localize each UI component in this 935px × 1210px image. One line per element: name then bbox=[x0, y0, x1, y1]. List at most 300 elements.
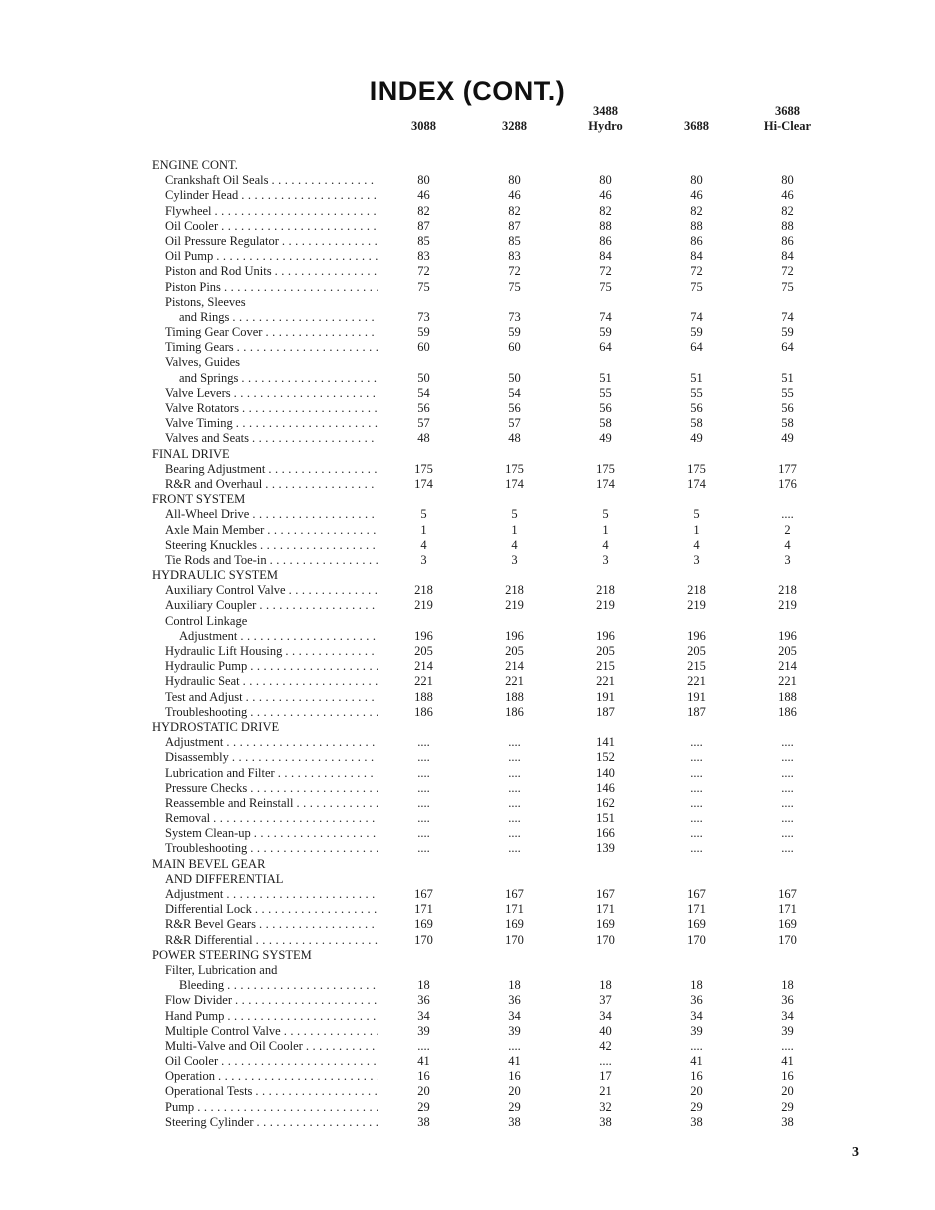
page-ref: 34 bbox=[781, 1008, 794, 1023]
page-ref: .... bbox=[781, 826, 794, 841]
row-label: Hydraulic Seat bbox=[165, 674, 240, 689]
index-row bbox=[152, 1054, 835, 1069]
page-ref: 84 bbox=[599, 249, 612, 264]
section-heading bbox=[152, 447, 835, 462]
row-labelwrap bbox=[152, 416, 378, 431]
page-ref: 3 bbox=[420, 552, 427, 567]
page-ref: 56 bbox=[417, 401, 430, 415]
page-ref: 188 bbox=[505, 689, 524, 704]
dot-leader bbox=[265, 477, 378, 492]
row-labelwrap bbox=[152, 219, 378, 234]
row-label: Filter, Lubrication and bbox=[165, 962, 278, 977]
page-ref: 46 bbox=[508, 188, 521, 203]
row-label: Test and Adjust bbox=[165, 689, 243, 704]
row-labelwrap bbox=[152, 173, 378, 188]
page-ref: 87 bbox=[508, 218, 521, 233]
row-label: Hand Pump bbox=[165, 1008, 225, 1023]
page-ref: .... bbox=[781, 841, 794, 856]
page-ref: 196 bbox=[414, 628, 433, 643]
page-ref: 39 bbox=[690, 1023, 703, 1038]
page-ref: 51 bbox=[781, 370, 794, 385]
dot-leader bbox=[242, 401, 378, 416]
index-row bbox=[152, 735, 835, 750]
row-label: System Clean-up bbox=[165, 826, 251, 841]
dot-leader bbox=[216, 249, 378, 264]
page-ref: 174 bbox=[687, 476, 706, 491]
row-labelwrap bbox=[152, 447, 835, 462]
row-labelwrap bbox=[152, 538, 378, 553]
row-label: Pump bbox=[165, 1099, 195, 1114]
dot-leader bbox=[226, 735, 378, 750]
column-header-top bbox=[469, 104, 560, 119]
index-row bbox=[152, 416, 835, 431]
dot-leader bbox=[234, 386, 378, 401]
dot-leader bbox=[271, 173, 378, 188]
page-ref: 176 bbox=[778, 476, 797, 491]
dot-leader bbox=[226, 887, 378, 902]
page-ref: 82 bbox=[690, 203, 703, 218]
row-labelwrap bbox=[152, 507, 378, 522]
column-header bbox=[469, 104, 560, 134]
page-ref: 46 bbox=[417, 188, 430, 203]
page-ref: 88 bbox=[781, 218, 794, 233]
page-ref: 162 bbox=[596, 795, 615, 810]
page-ref: 196 bbox=[505, 628, 524, 643]
page-ref: 170 bbox=[687, 932, 706, 947]
row-labelwrap bbox=[152, 796, 378, 811]
row-label: Multi-Valve and Oil Cooler bbox=[165, 1038, 303, 1053]
page-ref: 186 bbox=[505, 704, 524, 719]
page-ref: 75 bbox=[417, 279, 430, 294]
page-ref: 219 bbox=[687, 598, 706, 613]
row-labelwrap bbox=[152, 1069, 378, 1084]
page-ref: 174 bbox=[596, 476, 615, 491]
row-labelwrap bbox=[152, 355, 835, 370]
row-label: MAIN BEVEL GEAR bbox=[152, 856, 266, 871]
index-row bbox=[152, 887, 835, 902]
row-labelwrap bbox=[152, 204, 378, 219]
page-ref: 39 bbox=[417, 1023, 430, 1038]
page-ref: 16 bbox=[508, 1069, 521, 1084]
page-ref: 60 bbox=[417, 340, 430, 355]
page-ref: 54 bbox=[417, 385, 430, 400]
page-ref: 20 bbox=[508, 1084, 521, 1099]
page-ref: 34 bbox=[417, 1008, 430, 1023]
page-ref: 83 bbox=[508, 249, 521, 264]
row-labelwrap bbox=[152, 629, 378, 644]
page-ref: .... bbox=[508, 795, 521, 810]
page-ref: 218 bbox=[596, 583, 615, 598]
page-ref: 2 bbox=[784, 522, 791, 537]
page-ref: .... bbox=[508, 826, 521, 841]
row-label: Removal bbox=[165, 811, 211, 826]
page-ref: 36 bbox=[781, 993, 794, 1008]
dot-leader bbox=[284, 1024, 378, 1039]
row-labelwrap bbox=[152, 933, 378, 948]
page-ref: 151 bbox=[596, 811, 615, 826]
row-label: Oil Pump bbox=[165, 249, 214, 264]
page-ref: 174 bbox=[505, 476, 524, 491]
page-ref: 56 bbox=[781, 401, 794, 415]
dot-leader bbox=[227, 978, 378, 993]
row-labelwrap bbox=[152, 264, 378, 279]
page-ref: 4 bbox=[784, 537, 791, 552]
dot-leader bbox=[232, 750, 378, 765]
row-label: Auxiliary Control Valve bbox=[165, 583, 286, 598]
page-ref: 57 bbox=[508, 416, 521, 431]
page-ref: 80 bbox=[690, 173, 703, 188]
page-ref: 221 bbox=[596, 674, 615, 689]
page-ref: 74 bbox=[599, 309, 612, 324]
index-row bbox=[152, 811, 835, 826]
index-row bbox=[152, 796, 835, 811]
dot-leader bbox=[267, 523, 378, 538]
row-label: Piston Pins bbox=[165, 279, 221, 294]
page-ref: 36 bbox=[417, 993, 430, 1008]
dot-leader bbox=[197, 1100, 378, 1115]
row-label: Troubleshooting bbox=[165, 704, 248, 719]
page-ref: 80 bbox=[508, 173, 521, 188]
index-row bbox=[152, 993, 835, 1008]
index-row bbox=[152, 538, 835, 553]
page-ref: .... bbox=[690, 826, 703, 841]
page-ref: 51 bbox=[599, 370, 612, 385]
index-row bbox=[152, 553, 835, 568]
page-ref: .... bbox=[417, 841, 430, 856]
table-rows bbox=[152, 158, 835, 1130]
row-labelwrap bbox=[152, 614, 835, 629]
page-ref: 56 bbox=[690, 401, 703, 415]
page-ref: 80 bbox=[781, 173, 794, 188]
section-heading bbox=[152, 720, 835, 735]
page-ref: 84 bbox=[781, 249, 794, 264]
index-row bbox=[152, 507, 835, 522]
dot-leader bbox=[246, 690, 378, 705]
column-header bbox=[560, 104, 651, 134]
page-ref: 49 bbox=[781, 431, 794, 446]
page-ref: 58 bbox=[690, 416, 703, 431]
row-labelwrap bbox=[152, 401, 378, 416]
page-ref: 4 bbox=[420, 537, 427, 552]
page-ref: 167 bbox=[505, 887, 524, 901]
page-ref: 171 bbox=[596, 902, 615, 917]
page-ref: 72 bbox=[599, 264, 612, 279]
dot-leader bbox=[241, 371, 378, 386]
row-label: Valve Rotators bbox=[165, 401, 239, 415]
section-heading bbox=[152, 355, 835, 370]
row-label: Tie Rods and Toe-in bbox=[165, 552, 267, 567]
page-ref: 139 bbox=[596, 841, 615, 856]
header-label-spacer bbox=[152, 104, 378, 134]
page-ref: 82 bbox=[508, 203, 521, 218]
row-label: Operational Tests bbox=[165, 1084, 253, 1099]
page-ref: 1 bbox=[511, 522, 518, 537]
row-labelwrap bbox=[152, 841, 378, 856]
dot-leader bbox=[254, 826, 378, 841]
index-row bbox=[152, 750, 835, 765]
row-labelwrap bbox=[152, 644, 378, 659]
page-ref: 58 bbox=[781, 416, 794, 431]
page-ref: 73 bbox=[508, 309, 521, 324]
dot-leader bbox=[270, 553, 378, 568]
row-label: Bearing Adjustment bbox=[165, 461, 266, 476]
index-row bbox=[152, 781, 835, 796]
row-label: Oil Pressure Regulator bbox=[165, 233, 279, 248]
row-label: R&R Differential bbox=[165, 932, 253, 947]
page-ref: 85 bbox=[417, 233, 430, 248]
index-row bbox=[152, 644, 835, 659]
dot-leader bbox=[221, 219, 378, 234]
row-labelwrap bbox=[152, 568, 835, 583]
index-row bbox=[152, 310, 835, 325]
page-ref: 169 bbox=[778, 917, 797, 932]
page-ref: 85 bbox=[508, 233, 521, 248]
row-label: Valves, Guides bbox=[165, 355, 240, 370]
index-row bbox=[152, 978, 835, 993]
row-labelwrap bbox=[152, 188, 378, 203]
row-label: R&R and Overhaul bbox=[165, 476, 263, 491]
page-ref: 59 bbox=[508, 325, 521, 340]
row-label: FINAL DRIVE bbox=[152, 446, 230, 461]
page-ref: 205 bbox=[596, 644, 615, 658]
page-ref: 5 bbox=[420, 507, 427, 522]
page-ref: 49 bbox=[690, 431, 703, 446]
index-row bbox=[152, 659, 835, 674]
row-labelwrap bbox=[152, 811, 378, 826]
page-ref: 3 bbox=[693, 552, 700, 567]
row-label: Pistons, Sleeves bbox=[165, 294, 246, 309]
dot-leader bbox=[282, 234, 378, 249]
row-label: Steering Cylinder bbox=[165, 1114, 254, 1129]
row-label: and Springs bbox=[179, 370, 239, 385]
page-ref: 18 bbox=[690, 978, 703, 993]
page-ref: 18 bbox=[599, 978, 612, 993]
column-header-bottom: 3688 bbox=[684, 119, 709, 133]
row-labelwrap bbox=[152, 902, 378, 917]
page-ref: 191 bbox=[687, 689, 706, 704]
row-labelwrap bbox=[152, 325, 378, 340]
index-row bbox=[152, 477, 835, 492]
page-ref: .... bbox=[417, 826, 430, 841]
page-ref: 21 bbox=[599, 1084, 612, 1099]
column-header bbox=[378, 104, 469, 134]
page-ref: 72 bbox=[417, 264, 430, 279]
dot-leader bbox=[296, 796, 378, 811]
row-labelwrap bbox=[152, 462, 378, 477]
page-ref: 186 bbox=[778, 704, 797, 719]
page-ref: 219 bbox=[778, 598, 797, 613]
page-ref: 80 bbox=[417, 173, 430, 188]
row-labelwrap bbox=[152, 705, 378, 720]
row-label: Disassembly bbox=[165, 750, 229, 765]
page-ref: .... bbox=[508, 780, 521, 795]
page-ref: 83 bbox=[417, 249, 430, 264]
page-ref: 169 bbox=[596, 917, 615, 932]
row-labelwrap bbox=[152, 857, 835, 872]
row-label: Hydraulic Pump bbox=[165, 659, 248, 674]
page-ref: 36 bbox=[508, 993, 521, 1008]
dot-leader bbox=[218, 1069, 378, 1084]
dot-leader bbox=[227, 1009, 378, 1024]
page-ref: 50 bbox=[508, 370, 521, 385]
page-ref: 32 bbox=[599, 1099, 612, 1114]
page-ref: .... bbox=[781, 811, 794, 826]
page-ref: 187 bbox=[687, 704, 706, 719]
page-ref: .... bbox=[690, 750, 703, 765]
row-labelwrap bbox=[152, 963, 835, 978]
index-row bbox=[152, 826, 835, 841]
row-labelwrap bbox=[152, 1084, 378, 1099]
page-ref: 51 bbox=[690, 370, 703, 385]
page-ref: 82 bbox=[599, 203, 612, 218]
page-ref: 58 bbox=[599, 416, 612, 431]
page-ref: 214 bbox=[414, 659, 433, 674]
page-ref: 175 bbox=[596, 461, 615, 476]
page-ref: 170 bbox=[778, 932, 797, 947]
page-ref: 18 bbox=[508, 978, 521, 993]
section-heading bbox=[152, 857, 835, 872]
page-ref: 188 bbox=[414, 689, 433, 704]
page-ref: 146 bbox=[596, 780, 615, 795]
page-ref: 29 bbox=[781, 1099, 794, 1114]
index-row bbox=[152, 1009, 835, 1024]
row-labelwrap bbox=[152, 872, 835, 887]
row-label: Steering Knuckles bbox=[165, 537, 257, 552]
row-labelwrap bbox=[152, 234, 378, 249]
index-row bbox=[152, 371, 835, 386]
page-ref: 5 bbox=[511, 507, 518, 522]
page-ref: 169 bbox=[414, 917, 433, 932]
page-ref: 36 bbox=[690, 993, 703, 1008]
page-ref: 38 bbox=[690, 1114, 703, 1129]
dot-leader bbox=[255, 902, 378, 917]
section-heading bbox=[152, 948, 835, 963]
page-ref: 191 bbox=[596, 689, 615, 704]
page-ref: 80 bbox=[599, 173, 612, 188]
row-label: POWER STEERING SYSTEM bbox=[152, 947, 312, 962]
row-labelwrap bbox=[152, 1009, 378, 1024]
page-ref: 72 bbox=[781, 264, 794, 279]
row-labelwrap bbox=[152, 993, 378, 1008]
row-label: Oil Cooler bbox=[165, 1054, 219, 1069]
page-ref: 5 bbox=[602, 507, 609, 522]
page-ref: 38 bbox=[599, 1114, 612, 1129]
page-ref: 205 bbox=[687, 644, 706, 658]
page-ref: .... bbox=[690, 780, 703, 795]
row-label: Multiple Control Valve bbox=[165, 1023, 281, 1038]
column-header-top: 3688 bbox=[775, 104, 800, 118]
row-label: Hydraulic Lift Housing bbox=[165, 644, 283, 658]
page-number: 3 bbox=[852, 1145, 859, 1160]
dot-leader bbox=[250, 781, 378, 796]
index-row bbox=[152, 431, 835, 446]
row-label: All-Wheel Drive bbox=[165, 507, 250, 522]
page-ref: 64 bbox=[599, 340, 612, 355]
page-ref: 87 bbox=[417, 218, 430, 233]
index-row bbox=[152, 219, 835, 234]
page-ref: 218 bbox=[687, 583, 706, 598]
index-row bbox=[152, 690, 835, 705]
row-labelwrap bbox=[152, 826, 378, 841]
page-ref: 48 bbox=[417, 431, 430, 446]
page-ref: 167 bbox=[596, 887, 615, 901]
row-labelwrap bbox=[152, 1100, 378, 1115]
dot-leader bbox=[275, 264, 378, 279]
page-ref: 56 bbox=[599, 401, 612, 415]
index-row bbox=[152, 462, 835, 477]
row-labelwrap bbox=[152, 340, 378, 355]
page-ref: 34 bbox=[690, 1008, 703, 1023]
page-ref: 196 bbox=[687, 628, 706, 643]
header-cells bbox=[378, 104, 833, 134]
row-label: Reassemble and Reinstall bbox=[165, 795, 294, 810]
row-labelwrap bbox=[152, 720, 835, 735]
row-labelwrap bbox=[152, 431, 378, 446]
page-ref: .... bbox=[781, 765, 794, 780]
page-ref: 29 bbox=[417, 1099, 430, 1114]
page-ref: 218 bbox=[414, 583, 433, 598]
page-ref: 141 bbox=[596, 735, 615, 750]
dot-leader bbox=[240, 629, 378, 644]
page-ref: 188 bbox=[778, 689, 797, 704]
index-row bbox=[152, 386, 835, 401]
page-ref: 187 bbox=[596, 704, 615, 719]
dot-leader bbox=[252, 507, 378, 522]
page-ref: 174 bbox=[414, 476, 433, 491]
dot-leader bbox=[259, 917, 378, 932]
page-ref: .... bbox=[417, 780, 430, 795]
page-ref: .... bbox=[417, 795, 430, 810]
page-ref: 4 bbox=[511, 537, 518, 552]
page-ref: .... bbox=[508, 735, 521, 750]
index-row bbox=[152, 841, 835, 856]
row-labelwrap bbox=[152, 887, 378, 902]
page-ref: 3 bbox=[511, 552, 518, 567]
section-heading bbox=[152, 872, 835, 887]
index-row bbox=[152, 401, 835, 416]
page-ref: 74 bbox=[781, 309, 794, 324]
dot-leader bbox=[268, 462, 378, 477]
page-ref: 34 bbox=[599, 1008, 612, 1023]
page-ref: .... bbox=[690, 1038, 703, 1053]
page-ref: 219 bbox=[596, 598, 615, 613]
row-labelwrap bbox=[152, 310, 378, 325]
page-ref: 46 bbox=[599, 188, 612, 203]
row-labelwrap bbox=[152, 598, 378, 613]
page-ref: 75 bbox=[508, 279, 521, 294]
page-ref: 88 bbox=[599, 218, 612, 233]
page-ref: 169 bbox=[687, 917, 706, 932]
row-label: HYDROSTATIC DRIVE bbox=[152, 719, 280, 734]
page-ref: 54 bbox=[508, 385, 521, 400]
page-ref: .... bbox=[781, 735, 794, 750]
index-row bbox=[152, 598, 835, 613]
index-row bbox=[152, 188, 835, 203]
dot-leader bbox=[213, 811, 378, 826]
row-labelwrap bbox=[152, 1115, 378, 1130]
page-ref: 16 bbox=[781, 1069, 794, 1084]
page-ref: 18 bbox=[781, 978, 794, 993]
dot-leader bbox=[232, 310, 378, 325]
row-label: HYDRAULIC SYSTEM bbox=[152, 568, 279, 583]
row-labelwrap bbox=[152, 158, 835, 173]
page-ref: 29 bbox=[508, 1099, 521, 1114]
page-ref: 205 bbox=[414, 644, 433, 658]
page-ref: .... bbox=[417, 750, 430, 765]
index-row bbox=[152, 902, 835, 917]
dot-leader bbox=[289, 583, 378, 598]
row-labelwrap bbox=[152, 1039, 378, 1054]
